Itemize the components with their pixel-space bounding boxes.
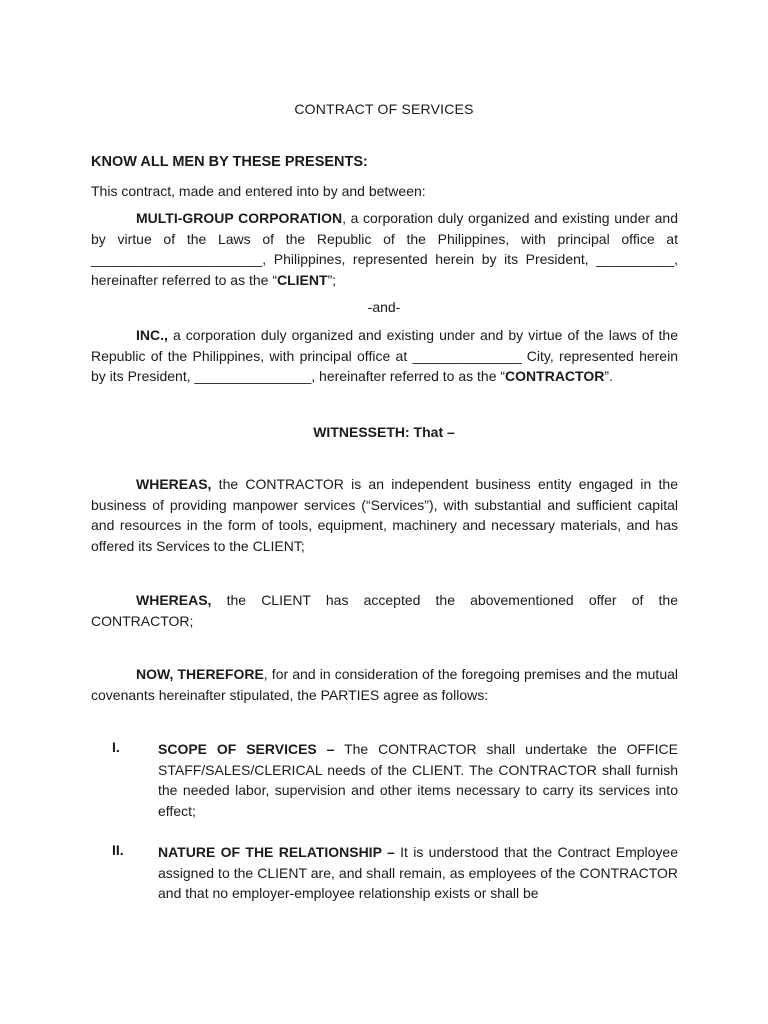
clause-item xyxy=(91,739,678,822)
clause-number: II. xyxy=(112,842,124,858)
document-title: CONTRACT OF SERVICES xyxy=(294,101,474,117)
party1-text-b: ”; xyxy=(327,272,337,289)
party1-paragraph xyxy=(91,208,678,291)
now-therefore-text: , for and in consideration of the foregoing premises and the mutual covenants hereinafter stipulated, the PARTIES agree as follows: xyxy=(91,666,678,703)
now-therefore-paragraph xyxy=(91,664,678,705)
party1-role: CLIENT xyxy=(277,272,328,289)
party1-text-a: , a corporation duly organized and existing under and by virtue of the Laws of the Republic of the Philippines, with principal office at ______________________, Philippines, represented herein by its President, __________, hereinafter referred to as the “ xyxy=(91,210,679,289)
party2-text-b: ”. xyxy=(604,368,613,385)
whereas1-text: the CONTRACTOR is an independent business entity engaged in the business of providing manpower services (“Services”), with substantial and sufficient capital and resources in the form of tools, equipment, machinery and necessary materials, and has offered its Services to the CLIENT; xyxy=(91,476,678,555)
now-therefore-lead: NOW, THEREFORE xyxy=(136,666,264,682)
clause-heading: SCOPE OF SERVICES – xyxy=(158,741,335,757)
witnesseth-heading: WITNESSETH: That – xyxy=(313,424,455,440)
whereas2-lead: WHEREAS, xyxy=(136,592,212,608)
clause-body xyxy=(158,842,678,904)
clause-text: It is understood that the Contract Employee assigned to the CLIENT are, and shall remain, as employees of the CONTRACTOR and that no employer-employee relationship exists or shall be xyxy=(158,844,679,902)
whereas1-paragraph xyxy=(91,474,678,557)
clause-heading: NATURE OF THE RELATIONSHIP – xyxy=(158,844,395,860)
clause-text: The CONTRACTOR shall undertake the OFFICE STAFF/SALES/CLERICAL needs of the CLIENT. The CONTRACTOR shall furnish the needed labor, supervision and other items necessary to carry its services into effect; xyxy=(158,741,678,820)
whereas1-lead: WHEREAS, xyxy=(136,476,212,492)
and-separator: -and- xyxy=(367,299,401,315)
whereas2-paragraph xyxy=(91,590,678,631)
clause-number: I. xyxy=(112,739,120,755)
party2-text-a: a corporation duly organized and existing under and by virtue of the laws of the Republic of the Philippines, with principal office at ______________ City, represented herein by its President, _______________, hereinafter referred to as the “ xyxy=(91,327,678,385)
section-heading: KNOW ALL MEN BY THESE PRESENTS: xyxy=(91,154,368,170)
party2-role: CONTRACTOR xyxy=(505,368,605,385)
party2-name: INC., xyxy=(136,327,168,343)
clause-body xyxy=(158,739,678,822)
clause-item xyxy=(91,842,678,904)
intro-line: This contract, made and entered into by and between: xyxy=(91,183,426,199)
party2-paragraph xyxy=(91,325,678,387)
party1-name: MULTI-GROUP CORPORATION xyxy=(136,210,343,226)
whereas2-text: the CLIENT has accepted the abovementioned offer of the CONTRACTOR; xyxy=(91,592,678,629)
